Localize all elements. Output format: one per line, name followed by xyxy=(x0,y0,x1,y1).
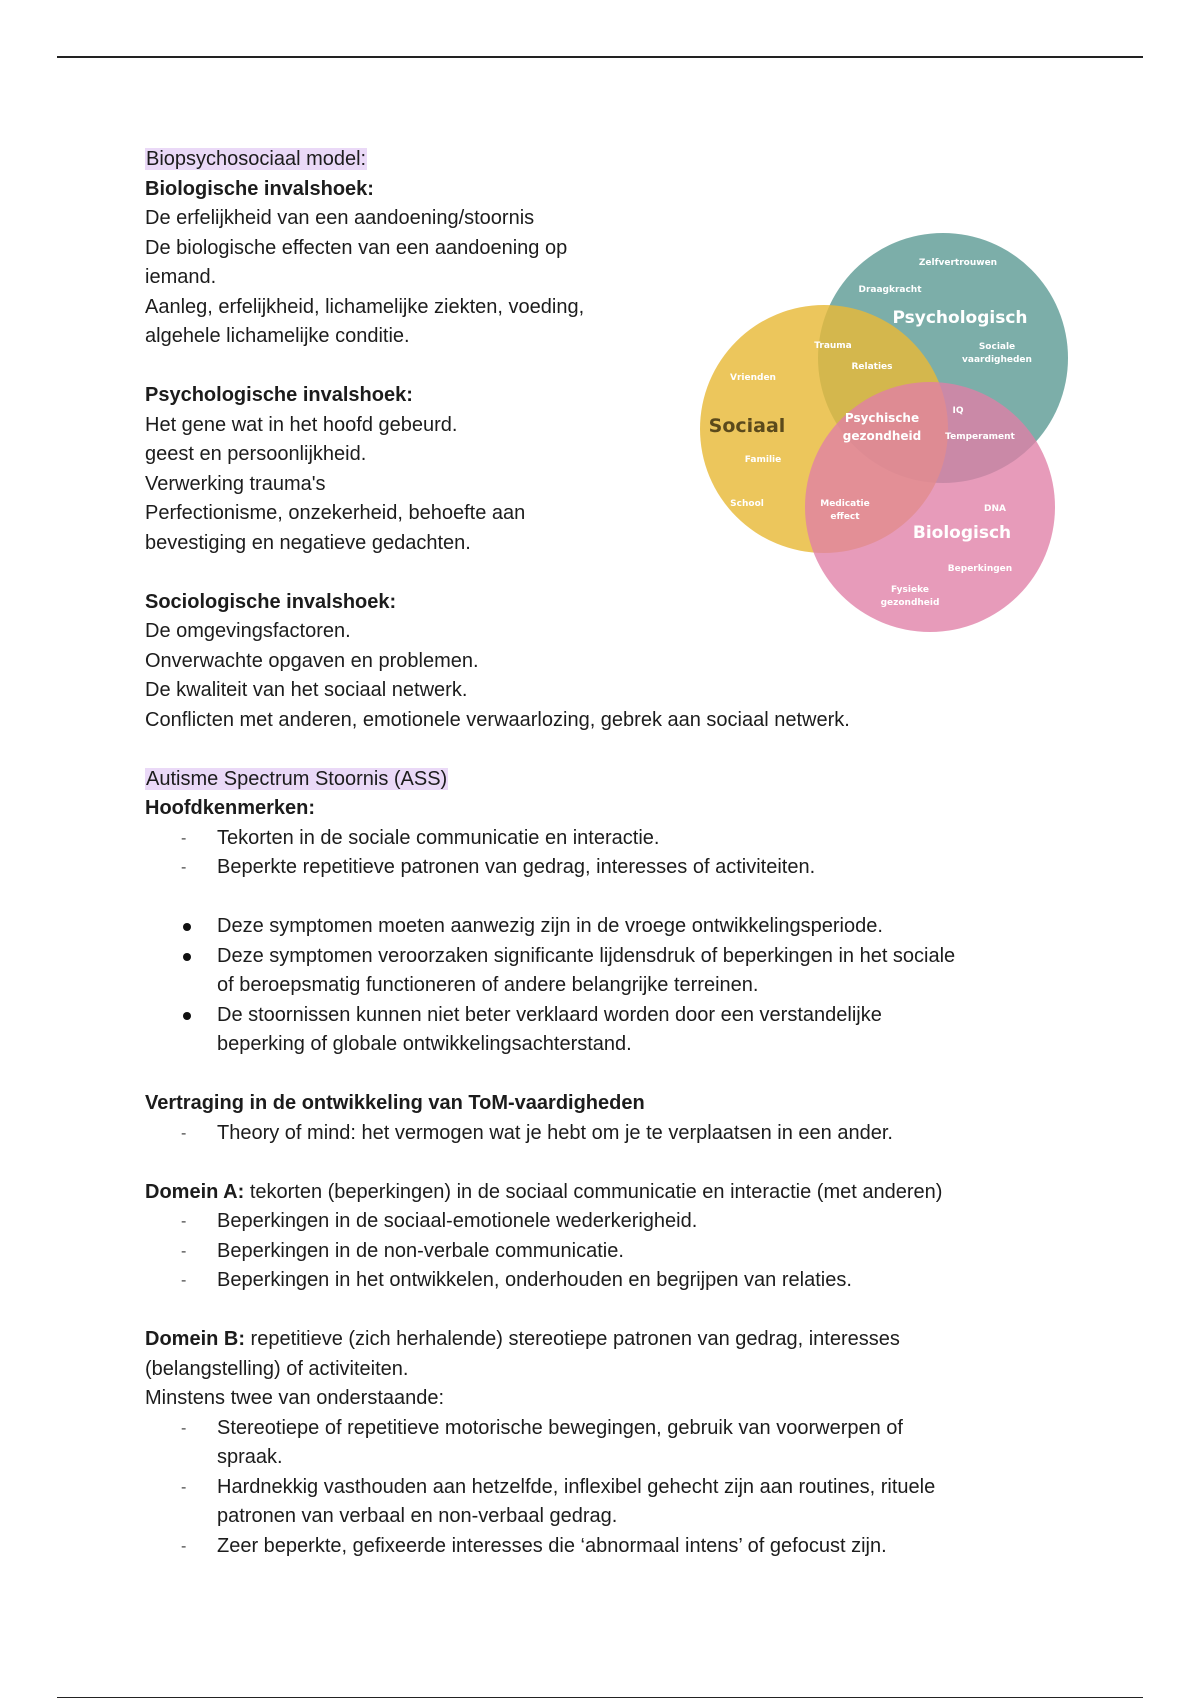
text-line: bevestiging en negatieve gedachten. xyxy=(145,531,471,554)
dash-bullet: - xyxy=(181,1419,187,1437)
list-item: - Stereotiepe of repetitieve motorische bewegingen, gebruik van voorwerpen of spraak. xyxy=(145,1414,1075,1473)
venn-label: School xyxy=(730,499,764,509)
list-item: - Beperkingen in het ontwikkelen, onderhouden en begrijpen van relaties. xyxy=(145,1266,1075,1296)
text-line: De biologische effecten van een aandoening op xyxy=(145,236,568,259)
venn-label: vaardigheden xyxy=(962,355,1032,365)
dash-bullet: - xyxy=(181,1242,187,1260)
dash-bullet: - xyxy=(181,1272,187,1289)
venn-label: DNA xyxy=(984,504,1006,514)
list-item: - Beperkingen in de sociaal-emotionele wederkerigheid. xyxy=(145,1207,1075,1237)
text-line: Onverwachte opgaven en problemen. xyxy=(145,649,479,672)
text-line: Perfectionisme, onzekerheid, behoefte aan xyxy=(145,502,526,524)
venn-label: Draagkracht xyxy=(858,285,922,295)
text-line: iemand. xyxy=(145,266,217,288)
text-line: Minstens twee van onderstaande: xyxy=(145,1387,445,1409)
heading-tom: Vertraging in de ontwikkeling van ToM-vaardigheden xyxy=(145,1092,645,1114)
domain-b-heading: Domein B: repetitieve (zich herhalende) stereotiepe patronen van gedrag, interesses xyxy=(145,1328,900,1350)
text-line: (belangstelling) of activiteiten. xyxy=(145,1357,409,1380)
list-item: - Hardnekkig vasthouden aan hetzelfde, inflexibel gehecht zijn aan routines, rituele patronen van verbaal en non-verbaal gedrag. xyxy=(145,1473,1075,1532)
venn-label: Temperament xyxy=(945,432,1015,442)
bottom-rule xyxy=(57,1697,1143,1698)
text-line: geest en persoonlijkheid. xyxy=(145,443,367,465)
list-item: De stoornissen kunnen niet beter verklaard worden door een verstandelijke beperking of globale ontwikkelingsachterstand. xyxy=(217,1003,882,1055)
venn-label: effect xyxy=(830,512,860,522)
heading-main-features: Hoofdkenmerken: xyxy=(145,797,316,819)
main-features-list xyxy=(145,824,1075,883)
tom-list xyxy=(145,1119,1075,1149)
top-rule xyxy=(57,56,1143,58)
dash-bullet: - xyxy=(181,1124,187,1142)
text-line: Conflicten met anderen, emotionele verwaarlozing, gebrek aan sociaal netwerk. xyxy=(145,708,850,731)
list-item: - Zeer beperkte, gefixeerde interesses die ‘abnormaal intens’ of gefocust zijn. xyxy=(145,1532,1075,1562)
heading-biological: Biologische invalshoek: xyxy=(145,177,374,200)
venn-label-center: Psychische xyxy=(844,411,920,425)
criteria-list xyxy=(145,912,1075,1060)
text-line: Het gene wat in het hoofd gebeurd. xyxy=(145,413,458,436)
venn-label: Medicatie xyxy=(820,499,870,509)
list-item: - Beperkingen in de non-verbale communicatie. xyxy=(145,1237,1075,1267)
venn-label: IQ xyxy=(952,406,964,416)
venn-label: Relaties xyxy=(851,362,893,372)
venn-title-sociaal: Sociaal xyxy=(708,415,786,437)
text-line: De kwaliteit van het sociaal netwerk. xyxy=(145,679,468,701)
domain-a-list xyxy=(145,1207,1075,1296)
list-item: - Tekorten in de sociale communicatie en interactie. xyxy=(145,824,1075,854)
dash-bullet: - xyxy=(181,1213,187,1230)
venn-label: Fysieke xyxy=(891,585,929,595)
venn-label-center: gezondheid xyxy=(842,429,922,443)
text-line: Aanleg, erfelijkheid, lichamelijke ziekten, voeding, xyxy=(145,295,585,318)
venn-label: Beperkingen xyxy=(947,564,1013,574)
venn-label: gezondheid xyxy=(880,598,940,608)
dash-bullet: - xyxy=(181,1478,187,1496)
list-item: Deze symptomen veroorzaken significante lijdensdruk of beperkingen in het sociale of beroepsmatig functioneren of andere belangrijke terreinen. xyxy=(217,944,956,996)
text-line: De erfelijkheid van een aandoening/stoornis xyxy=(145,207,535,229)
heading-sociological: Sociologische invalshoek: xyxy=(145,590,397,613)
venn-label: Familie xyxy=(744,455,782,465)
venn-title-biologisch: Biologisch xyxy=(912,523,1012,543)
list-item: - Theory of mind: het vermogen wat je hebt om je te verplaatsen in een ander. xyxy=(145,1119,1075,1149)
venn-label: Zelfvertrouwen xyxy=(918,258,998,268)
list-item: Deze symptomen moeten aanwezig zijn in de vroege ontwikkelingsperiode. xyxy=(217,915,883,937)
dash-bullet: - xyxy=(181,1537,187,1555)
text-line: Verwerking trauma's xyxy=(145,472,326,495)
text-line: algehele lichamelijke conditie. xyxy=(145,325,410,347)
dash-bullet: - xyxy=(181,829,187,847)
venn-label: Trauma xyxy=(814,341,852,351)
biopsychosocial-venn-diagram xyxy=(675,232,1070,632)
domain-b-list xyxy=(145,1414,1075,1562)
section-title-ass: Autisme Spectrum Stoornis (ASS) xyxy=(146,767,448,790)
venn-label: Sociale xyxy=(978,342,1016,352)
venn-title-psychologisch: Psychologisch xyxy=(892,308,1028,328)
section-title-biopsychosocial: Biopsychosociaal model: xyxy=(146,148,367,170)
dash-bullet: - xyxy=(181,859,187,876)
venn-label: Vrienden xyxy=(730,373,776,383)
domain-a-heading: Domein A: tekorten (beperkingen) in de sociaal communicatie en interactie (met anderen) xyxy=(145,1180,943,1203)
text-line: De omgevingsfactoren. xyxy=(145,620,351,642)
heading-psychological: Psychologische invalshoek: xyxy=(145,384,413,406)
list-item: - Beperkte repetitieve patronen van gedrag, interesses of activiteiten. xyxy=(145,853,1075,883)
